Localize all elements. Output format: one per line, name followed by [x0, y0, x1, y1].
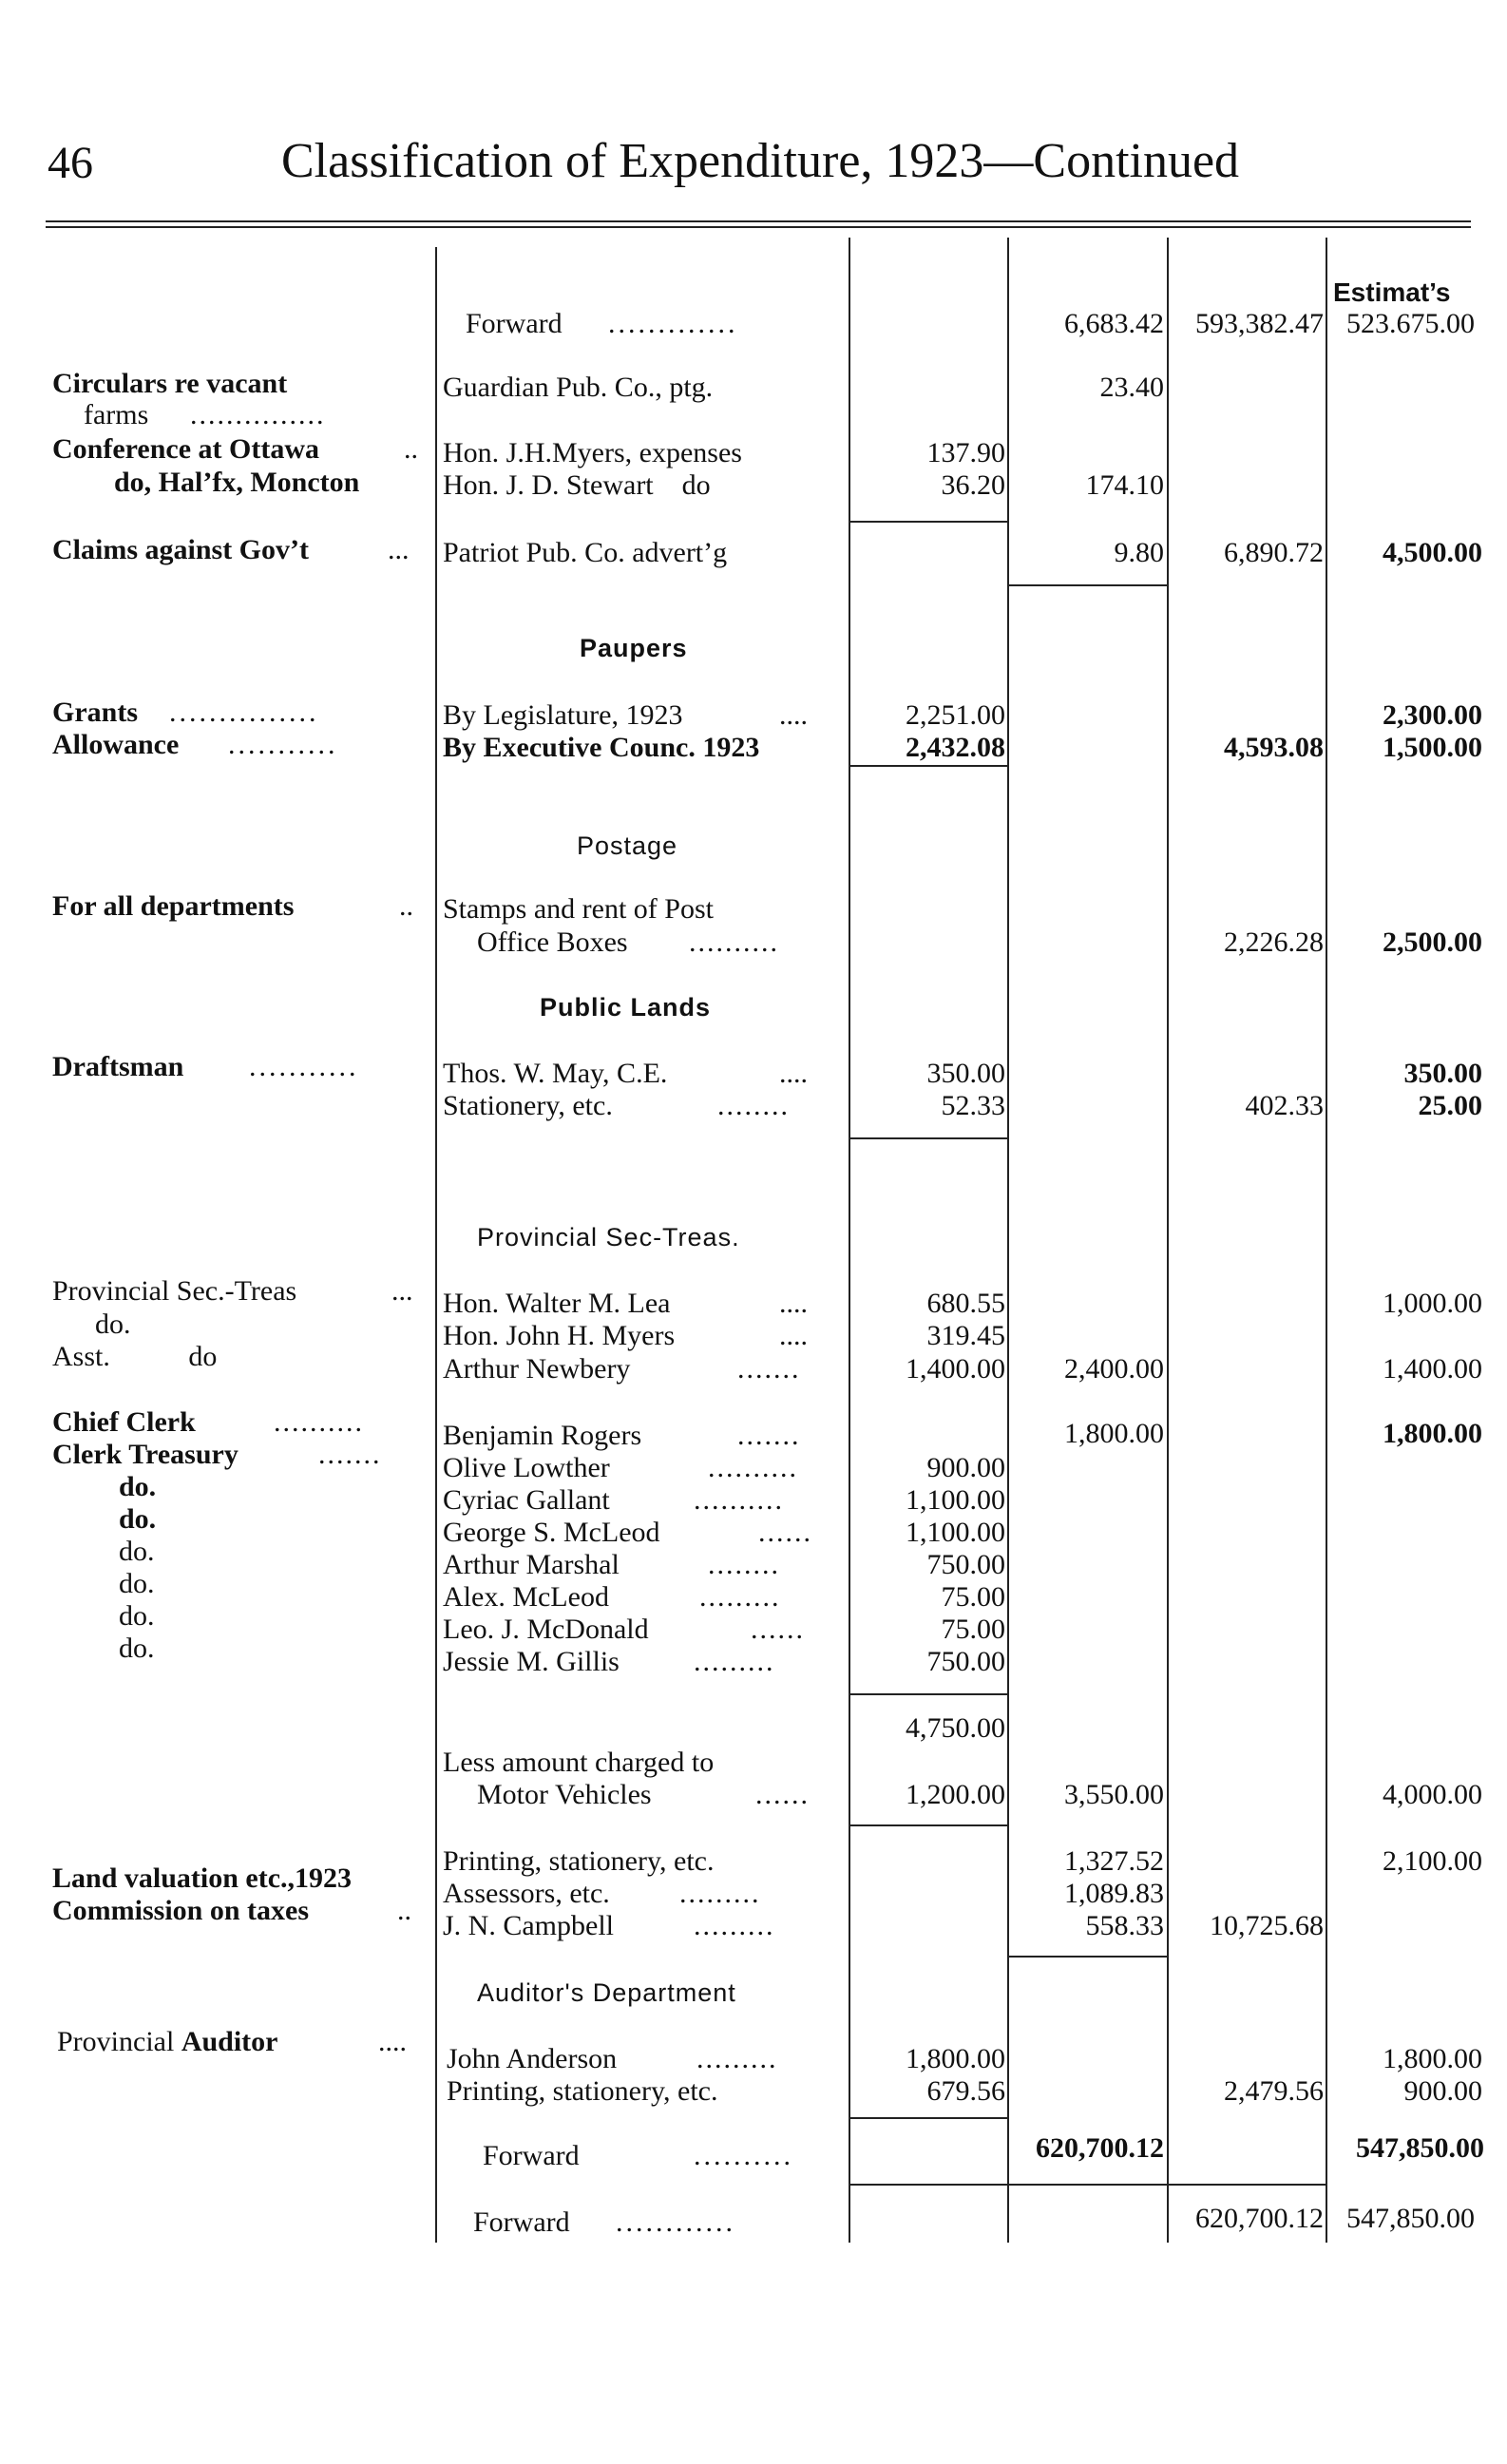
forward-final-col4: 620,700.12 — [1195, 2203, 1324, 2234]
item-commission: Commission on taxes — [52, 1895, 310, 1926]
auditor-printing-col5: 900.00 — [1403, 2075, 1482, 2107]
forward-bottom-col3: 620,700.12 — [1036, 2132, 1164, 2164]
item-do: do. — [119, 1633, 155, 1664]
leader-dots: .......... — [274, 1406, 364, 1438]
leader-dots: .......... — [694, 2140, 793, 2171]
payee-campbell: J. N. Campbell — [443, 1910, 614, 1941]
leader-dots: ... — [388, 534, 410, 565]
column-divider-amount2 — [1167, 238, 1169, 2243]
leader-dots: ......... — [694, 1910, 775, 1941]
prov-sec-col5: 1,000.00 — [1383, 1288, 1482, 1319]
printing-col5: 2,100.00 — [1383, 1845, 1482, 1877]
payee-auditor-printing: Printing, stationery, etc. — [447, 2075, 718, 2107]
payee-printing: Printing, stationery, etc. — [443, 1845, 715, 1877]
forward-col4: 593,382.47 — [1195, 308, 1324, 339]
item-land-valuation: Land valuation etc.,1923 — [52, 1862, 353, 1894]
payee-guardian: Guardian Pub. Co., ptg. — [443, 372, 714, 403]
item-provincial-auditor-label-bold: Auditor — [181, 2026, 278, 2057]
subtotal-rule — [849, 765, 1007, 767]
postage-col4: 2,226.28 — [1224, 926, 1324, 958]
forward-bottom-col5: 547,850.00 — [1356, 2132, 1484, 2164]
prov-sec-subtotal: 4,750.00 — [906, 1712, 1005, 1744]
leader-dots: ............... — [169, 697, 319, 728]
leader-dots: ....... — [737, 1353, 801, 1385]
leader-dots: .... — [378, 2026, 407, 2057]
forward-bottom-label: Forward — [483, 2140, 580, 2171]
assessors-col3: 1,089.83 — [1064, 1878, 1164, 1909]
item-prov-sec: Provincial Sec.-Treas — [52, 1275, 297, 1307]
auditor-printing-col2: 679.56 — [926, 2075, 1005, 2107]
leader-dots: .... — [779, 1288, 808, 1319]
conference-do-col2: 36.20 — [941, 469, 1005, 501]
payee-stamps: Stamps and rent of Post — [443, 893, 714, 925]
section-heading-prov-sec — [477, 1223, 740, 1252]
leader-dots: ...... — [751, 1614, 805, 1645]
item-claims: Claims against Gov’t — [52, 534, 309, 565]
marshal-col2: 750.00 — [926, 1549, 1005, 1580]
leader-dots: .. — [399, 890, 413, 922]
less-col3: 3,550.00 — [1064, 1779, 1164, 1810]
leader-dots: .......... — [694, 1484, 784, 1516]
subtotal-rule — [849, 521, 1007, 523]
subtotal-rule — [849, 2117, 1007, 2119]
section-heading-prov-sec-label: Provincial Sec-Treas. — [477, 1223, 740, 1251]
payee-may: Thos. W. May, C.E. — [443, 1058, 668, 1089]
campbell-col4: 10,725.68 — [1210, 1910, 1324, 1941]
payee-assessors: Assessors, etc. — [443, 1878, 610, 1909]
section-heading-auditor: Auditor's Department — [477, 1978, 736, 2007]
total-rule — [849, 2184, 1326, 2186]
leader-dots: ......... — [699, 1581, 781, 1613]
newbery-col2: 1,400.00 — [906, 1353, 1005, 1385]
myers-col2: 319.45 — [926, 1320, 1005, 1351]
lowther-col2: 900.00 — [926, 1452, 1005, 1483]
item-conference-do: do, Hal’fx, Moncton — [114, 467, 360, 498]
gallant-col2: 1,100.00 — [906, 1484, 1005, 1516]
page-number: 46 — [48, 138, 93, 188]
column-divider-amount3 — [1326, 238, 1327, 2243]
stationery-col2: 52.33 — [941, 1090, 1005, 1121]
item-allowance: Allowance — [52, 729, 180, 760]
leader-dots: ... — [391, 1275, 413, 1307]
leader-dots: ........ — [717, 1090, 790, 1121]
newbery-col3: 2,400.00 — [1064, 1353, 1164, 1385]
less-col2: 1,200.00 — [906, 1779, 1005, 1810]
column-divider-payee — [849, 238, 850, 2243]
subtotal-rule — [849, 1824, 1007, 1826]
leader-dots: .... — [779, 1058, 808, 1089]
item-circulars-2: farms — [84, 399, 149, 430]
payee-marshal: Arthur Marshal — [443, 1549, 620, 1580]
payee-legislature: By Legislature, 1923 — [443, 699, 683, 731]
payee-newbery: Arthur Newbery — [443, 1353, 631, 1385]
subtotal-rule — [1007, 584, 1167, 586]
prov-sec-col2: 680.55 — [926, 1288, 1005, 1319]
chief-clerk-col5: 1,800.00 — [1383, 1418, 1482, 1449]
column-divider-amount1 — [1007, 238, 1009, 2243]
item-clerk-treasury: Clerk Treasury — [52, 1439, 238, 1470]
item-do: do. — [119, 1503, 157, 1535]
forward-col3: 6,683.42 — [1064, 308, 1164, 339]
item-chief-clerk: Chief Clerk — [52, 1406, 196, 1438]
anderson-col2: 1,800.00 — [906, 2043, 1005, 2074]
postage-col5: 2,500.00 — [1383, 926, 1482, 958]
leader-dots: .. — [397, 1895, 411, 1926]
claims-col3: 9.80 — [1114, 537, 1164, 568]
george-mcleod-col2: 1,100.00 — [906, 1517, 1005, 1548]
leader-dots: ............ — [616, 2206, 735, 2238]
item-all-departments: For all departments — [52, 890, 295, 922]
item-provincial-auditor — [57, 2026, 278, 2058]
page-header — [48, 133, 1473, 200]
item-do: do. — [119, 1568, 155, 1599]
anderson-col5: 1,800.00 — [1383, 2043, 1482, 2074]
stationery-col5: 25.00 — [1418, 1090, 1482, 1121]
payee-gallant: Cyriac Gallant — [443, 1484, 610, 1516]
grants-col5: 2,300.00 — [1383, 699, 1482, 731]
allowance-col2: 2,432.08 — [906, 732, 1005, 763]
item-provincial-auditor-label: Provincial — [57, 2026, 181, 2057]
draftsman-col5: 350.00 — [1403, 1058, 1482, 1089]
claims-col5: 4,500.00 — [1383, 537, 1482, 568]
auditor-printing-col4: 2,479.56 — [1224, 2075, 1324, 2107]
payee-post-boxes: Office Boxes — [477, 926, 628, 958]
leader-dots: ....... — [737, 1420, 801, 1451]
section-heading-paupers: Paupers — [580, 634, 688, 662]
item-do: do. — [95, 1308, 131, 1340]
payee-mcdonald: Leo. J. McDonald — [443, 1614, 649, 1645]
subtotal-rule — [849, 1693, 1007, 1695]
claims-col4: 6,890.72 — [1224, 537, 1324, 568]
forward-label: Forward — [466, 308, 563, 339]
leader-dots: ......... — [696, 2043, 778, 2074]
payee-rogers: Benjamin Rogers — [443, 1420, 642, 1451]
circulars-col3: 23.40 — [1099, 372, 1164, 403]
column-divider-item — [435, 247, 437, 2243]
stationery-col4: 402.33 — [1245, 1090, 1324, 1121]
conference-do-col3: 174.10 — [1085, 469, 1164, 501]
forward-col5: 523.675.00 — [1346, 308, 1475, 339]
allowance-col4: 4,593.08 — [1224, 732, 1324, 763]
less-amount-line1: Less amount charged to — [443, 1747, 715, 1778]
less-amount-line2: Motor Vehicles — [477, 1779, 652, 1810]
leader-dots: ........... — [228, 729, 338, 760]
conference-col2: 137.90 — [926, 437, 1005, 468]
item-draftsman: Draftsman — [52, 1051, 184, 1082]
item-do: do. — [119, 1536, 155, 1567]
gillis-col2: 750.00 — [926, 1646, 1005, 1677]
leader-dots: ....... — [318, 1439, 382, 1470]
payee-gillis: Jessie M. Gillis — [443, 1646, 620, 1677]
leader-dots: .... — [779, 699, 808, 731]
leader-dots: .......... — [708, 1452, 798, 1483]
leader-dots: .......... — [689, 926, 779, 958]
forward-final-col5: 547,850.00 — [1346, 2203, 1475, 2234]
mcdonald-col2: 75.00 — [941, 1614, 1005, 1645]
payee-anderson: John Anderson — [447, 2043, 618, 2074]
payee-myers: Hon. J.H.Myers, expenses — [443, 437, 742, 468]
leader-dots: ...... — [755, 1779, 810, 1810]
forward-final-label: Forward — [473, 2206, 570, 2238]
leader-dots: ............... — [190, 399, 326, 430]
grants-col2: 2,251.00 — [906, 699, 1005, 731]
leader-dots: ............. — [608, 308, 738, 339]
item-do: do. — [119, 1471, 157, 1502]
payee-george-mcleod: George S. McLeod — [443, 1517, 660, 1548]
item-asst: Asst. do — [52, 1341, 218, 1372]
leader-dots: .... — [779, 1320, 808, 1351]
less-col5: 4,000.00 — [1383, 1779, 1482, 1810]
page-title: Classification of Expenditure, 1923—Continued — [281, 134, 1240, 188]
payee-executive: By Executive Counc. 1923 — [443, 732, 760, 763]
estimates-header: Estimat’s — [1333, 277, 1451, 307]
leader-dots: ...... — [758, 1517, 812, 1548]
payee-alex-mcleod: Alex. McLeod — [443, 1581, 609, 1613]
leader-dots: ......... — [694, 1646, 775, 1677]
section-heading-postage: Postage — [577, 831, 678, 860]
printing-col3: 1,327.52 — [1064, 1845, 1164, 1877]
leader-dots: ........... — [249, 1051, 359, 1082]
newbery-col5: 1,400.00 — [1383, 1353, 1482, 1385]
item-conference: Conference at Ottawa — [52, 433, 320, 465]
campbell-col3: 558.33 — [1085, 1910, 1164, 1941]
leader-dots: ......... — [679, 1878, 761, 1909]
item-circulars: Circulars re vacant — [52, 368, 288, 399]
subtotal-rule — [1007, 1956, 1167, 1958]
payee-stewart: Hon. J. D. Stewart do — [443, 469, 711, 501]
payee-patriot: Patriot Pub. Co. advert’g — [443, 537, 728, 568]
item-grants: Grants — [52, 697, 138, 728]
payee-john-myers: Hon. John H. Myers — [443, 1320, 676, 1351]
header-rule-2 — [46, 226, 1471, 228]
chief-clerk-col3: 1,800.00 — [1064, 1418, 1164, 1449]
item-do: do. — [119, 1600, 155, 1632]
draftsman-col2: 350.00 — [926, 1058, 1005, 1089]
section-heading-public-lands: Public Lands — [540, 993, 712, 1022]
payee-lowther: Olive Lowther — [443, 1452, 610, 1483]
leader-dots: .. — [404, 433, 418, 465]
allowance-col5: 1,500.00 — [1383, 732, 1482, 763]
payee-stationery: Stationery, etc. — [443, 1090, 613, 1121]
header-rule — [46, 220, 1471, 222]
alex-mcleod-col2: 75.00 — [941, 1581, 1005, 1613]
subtotal-rule — [849, 1137, 1007, 1139]
leader-dots: ........ — [708, 1549, 780, 1580]
payee-lea: Hon. Walter M. Lea — [443, 1288, 671, 1319]
